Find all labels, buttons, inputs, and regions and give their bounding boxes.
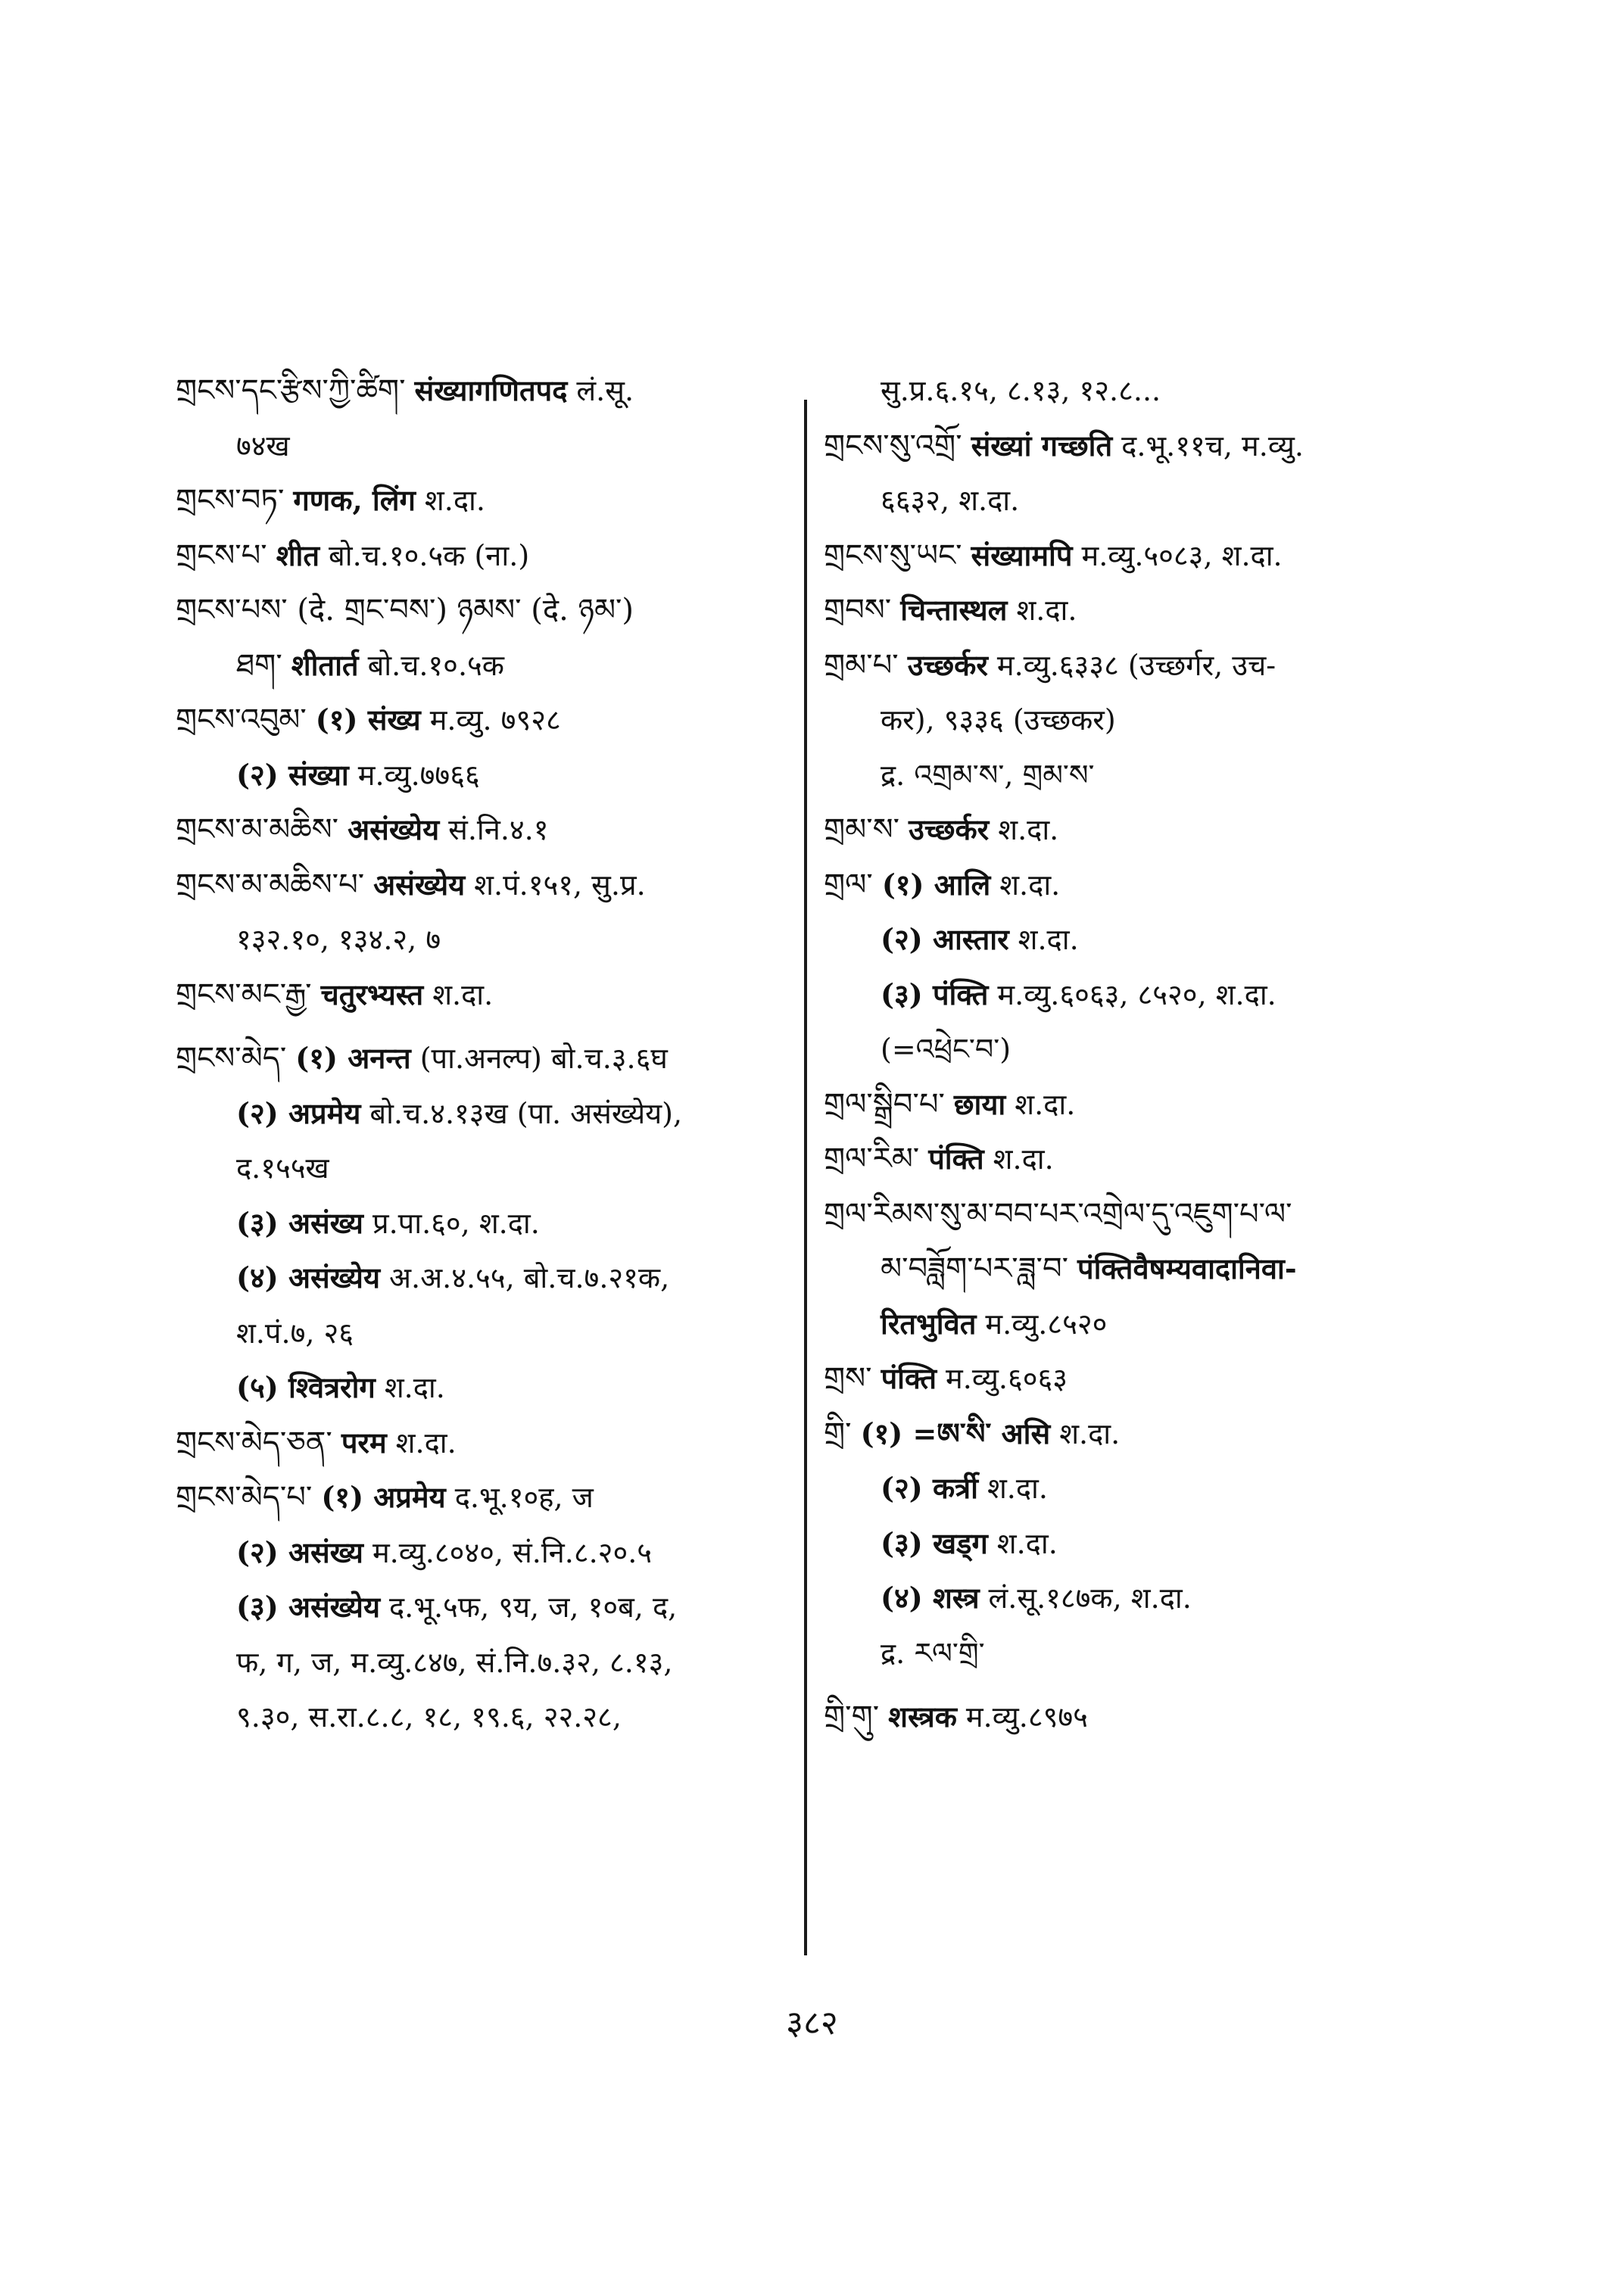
dictionary-line bbox=[176, 1196, 796, 1251]
tibetan-headword: གྲངས་མ་མཆིས་ bbox=[176, 812, 339, 847]
sanskrit-equivalent: चतुरभ्यस्त bbox=[320, 977, 424, 1011]
dictionary-line bbox=[176, 363, 796, 419]
source-reference: द.भू.५फ, ९य, ज, १०ब, द, bbox=[388, 1590, 678, 1624]
dictionary-line bbox=[176, 1690, 796, 1745]
source-reference: लं.सू.१८७क, श.दा. bbox=[988, 1581, 1192, 1615]
dictionary-line bbox=[176, 967, 796, 1023]
sanskrit-equivalent: (१) अनन्त bbox=[295, 1041, 411, 1075]
source-reference: म.व्यु.५०८३, श.दा. bbox=[1081, 538, 1283, 572]
tibetan-headword: གྲས་ bbox=[824, 1361, 872, 1396]
source-reference: ९.३०, स.रा.८.८, १८, १९.६, २२.२८, bbox=[236, 1700, 622, 1734]
source-reference: बो.च.१०.५क bbox=[367, 648, 504, 682]
sanskrit-equivalent: (२) असंख्य bbox=[236, 1534, 363, 1569]
dictionary-line bbox=[176, 1251, 796, 1306]
dictionary-line bbox=[824, 583, 1452, 638]
sanskrit-equivalent: (४) शस्त्र bbox=[881, 1581, 980, 1615]
dictionary-line bbox=[824, 1407, 1452, 1462]
tibetan-headword: གྲངས་པས་ (दे. གྲང་བས་) ཉམས་ (दे. ཉམ་) bbox=[176, 593, 634, 628]
sanskrit-equivalent: असंख्येय bbox=[373, 867, 466, 902]
tibetan-headword: གྲམ་ས་ bbox=[824, 812, 900, 847]
source-reference: श.दा. bbox=[424, 484, 485, 517]
sanskrit-equivalent: (२) कर्त्री bbox=[881, 1471, 978, 1505]
right-column bbox=[824, 363, 1452, 1745]
source-reference: श.पं.१५१, सु.प्र. bbox=[474, 868, 646, 902]
source-reference: श.दा. bbox=[1016, 594, 1077, 627]
dictionary-line bbox=[824, 363, 1452, 419]
sanskrit-equivalent: छाया bbox=[953, 1086, 1006, 1121]
source-reference: द्र. འགྲམ་ས་, གྲམ་ས་ bbox=[881, 758, 1095, 792]
source-reference: म.व्यु.६०६३ bbox=[946, 1362, 1068, 1395]
sanskrit-equivalent: उच्छर्कर bbox=[907, 647, 988, 682]
page-number: ३८२ bbox=[786, 2004, 838, 2042]
sanskrit-equivalent: (२) अप्रमेय bbox=[236, 1095, 361, 1130]
tibetan-headword: གྲལ་རིམས་སུ་མ་བབ་པར་འགྲེལ་དུ་འཇུག་པ་ལ་ bbox=[824, 1196, 1292, 1232]
tibetan-headword: གྲངས་མེད་ bbox=[176, 1041, 287, 1076]
dictionary-line bbox=[824, 912, 1452, 967]
sanskrit-equivalent: पंक्ति bbox=[928, 1142, 984, 1176]
dictionary-line bbox=[824, 1461, 1452, 1516]
dictionary-line bbox=[824, 638, 1452, 693]
sanskrit-equivalent: असंख्येय bbox=[348, 812, 440, 846]
tibetan-headword: གྲབས་ bbox=[824, 593, 892, 628]
dictionary-line bbox=[824, 1297, 1452, 1352]
dictionary-line bbox=[176, 1580, 796, 1635]
source-reference: म.व्यु.७७६६ bbox=[357, 758, 480, 792]
source-reference: म.व्यु. ७९२८ bbox=[429, 703, 561, 737]
sanskrit-equivalent: (१) अप्रमेय bbox=[321, 1480, 446, 1514]
tibetan-headword: གྲལ་སྒྲིབ་པ་ bbox=[824, 1086, 945, 1122]
sanskrit-equivalent: (२) संख्या bbox=[236, 757, 349, 792]
dictionary-line bbox=[824, 967, 1452, 1023]
source-reference: श.पं.७, २६ bbox=[236, 1316, 354, 1350]
sanskrit-equivalent: शीतार्त bbox=[291, 647, 359, 682]
source-reference: श.दा. bbox=[993, 1142, 1054, 1176]
source-reference: श.दा. bbox=[996, 1526, 1058, 1560]
sanskrit-equivalent: (४) असंख्येय bbox=[236, 1260, 380, 1294]
left-column bbox=[176, 363, 796, 1745]
dictionary-line bbox=[176, 638, 796, 693]
dictionary-line bbox=[176, 473, 796, 528]
sanskrit-equivalent: (३) असंख्येय bbox=[236, 1590, 380, 1624]
dictionary-line bbox=[824, 1077, 1452, 1132]
dictionary-line bbox=[824, 1571, 1452, 1626]
source-reference: (=འཕྲེང་བ་) bbox=[881, 1033, 1011, 1066]
source-reference: श.दा. bbox=[384, 1371, 445, 1404]
sanskrit-equivalent: संख्यागणितपद bbox=[414, 373, 568, 407]
sanskrit-equivalent: शस्त्रक bbox=[888, 1699, 957, 1734]
sanskrit-equivalent: (१) संख्य bbox=[315, 703, 421, 737]
source-reference: म.व्यु.८५२० bbox=[985, 1307, 1108, 1341]
tibetan-headword: གྲངས་སུ་ཡང་ bbox=[824, 537, 962, 573]
sanskrit-equivalent: रितभुवित bbox=[881, 1306, 977, 1341]
tibetan-headword: གྲངས་མེད་པ་ bbox=[176, 1480, 313, 1515]
dictionary-line bbox=[824, 1690, 1452, 1745]
dictionary-line bbox=[176, 528, 796, 584]
sanskrit-equivalent: (३) पंक्ति bbox=[881, 977, 989, 1011]
dictionary-line bbox=[824, 858, 1452, 913]
tibetan-headword: གྲངས་འབུམ་ bbox=[176, 703, 307, 737]
sanskrit-equivalent: शीत bbox=[276, 537, 320, 572]
tibetan-headword: གྲལ་རིམ་ bbox=[824, 1142, 920, 1176]
dictionary-line bbox=[824, 1022, 1452, 1077]
dictionary-line bbox=[824, 419, 1452, 474]
tibetan-headword: གྲངས་མ་མཆིས་པ་ bbox=[176, 867, 365, 902]
source-reference: (पा.अनल्प) बो.च.३.६घ bbox=[419, 1042, 668, 1075]
source-reference: द.१५५ख bbox=[236, 1151, 329, 1185]
sanskrit-equivalent: (१) =ཨ་སི་ असि bbox=[860, 1416, 1051, 1450]
dictionary-line bbox=[824, 1242, 1452, 1297]
tibetan-headword: གྲངས་མེད་ཅན་ bbox=[176, 1425, 332, 1460]
dictionary-line bbox=[176, 419, 796, 474]
tibetan-headword: གྲལ་ bbox=[824, 867, 873, 902]
dictionary-line bbox=[176, 583, 796, 638]
source-reference: द.भू.१०ह, ज bbox=[454, 1481, 594, 1514]
sanskrit-equivalent: गणक, लिंग bbox=[293, 483, 416, 517]
source-reference: लं.सू. bbox=[576, 374, 634, 407]
tibetan-headword: ཐག་ bbox=[236, 647, 282, 683]
tibetan-headword: གྲངས་སུ་འགྲོ་ bbox=[824, 428, 962, 463]
source-reference: श.दा. bbox=[1059, 1416, 1121, 1450]
source-reference: प्र.पा.६०, श.दा. bbox=[372, 1206, 540, 1240]
dictionary-line bbox=[176, 1360, 796, 1416]
dictionary-line bbox=[824, 1516, 1452, 1572]
dictionary-line bbox=[176, 1470, 796, 1525]
source-reference: फ, ग, ज, म.व्यु.८४७, सं.नि.७.३२, ८.१३, bbox=[236, 1645, 673, 1679]
source-reference: ६६३२, श.दा. bbox=[881, 484, 1020, 517]
tibetan-headword: གྲངས་དང་རྩིས་ཀྱི་ཚིག་ bbox=[176, 373, 406, 408]
sanskrit-equivalent: (५) श्वित्ररोग bbox=[236, 1370, 376, 1404]
source-reference: सं.नि.४.१ bbox=[448, 813, 549, 846]
tibetan-headword: གྲི་ bbox=[824, 1416, 852, 1451]
dictionary-line bbox=[824, 1351, 1452, 1407]
sanskrit-equivalent: पंक्ति bbox=[881, 1361, 937, 1395]
dictionary-line bbox=[824, 1187, 1452, 1242]
sanskrit-equivalent: (३) खड्ग bbox=[881, 1525, 988, 1560]
source-reference: श.दा. bbox=[999, 868, 1061, 902]
source-reference: ७४ख bbox=[236, 428, 290, 463]
sanskrit-equivalent: परम bbox=[341, 1425, 387, 1460]
source-reference: द.भू.११च, म.व्यु. bbox=[1121, 428, 1304, 463]
source-reference: बो.च.४.१३ख (पा. असंख्येय), bbox=[369, 1096, 683, 1130]
dictionary-line bbox=[176, 1416, 796, 1471]
tibetan-headword: གྲི་གུ་ bbox=[824, 1699, 880, 1734]
source-reference: म.व्यु.८९७५ bbox=[965, 1700, 1088, 1734]
source-reference: अ.अ.४.५५, बो.च.७.२१क, bbox=[388, 1261, 670, 1294]
sanskrit-equivalent: संख्यामपि bbox=[971, 537, 1073, 572]
tibetan-headword: མ་བཟློག་པར་ཟླ་བ་ bbox=[881, 1251, 1068, 1286]
source-reference: १३२.१०, १३४.२, ७ bbox=[236, 923, 441, 956]
dictionary-line bbox=[824, 693, 1452, 748]
source-reference: श.दा. bbox=[998, 813, 1059, 846]
source-reference: श.दा. bbox=[432, 977, 494, 1011]
dictionary-line bbox=[176, 1635, 796, 1690]
source-reference: द्र. རལ་གྲི་ bbox=[881, 1636, 985, 1670]
sanskrit-equivalent: (१) आलि bbox=[881, 867, 991, 902]
dictionary-line bbox=[176, 1031, 796, 1086]
dictionary-line bbox=[824, 473, 1452, 528]
source-reference: कर), ९३३६ (उच्छकर) bbox=[881, 703, 1116, 737]
sanskrit-equivalent: पंक्तिवैषम्यवादानिवा- bbox=[1077, 1251, 1297, 1285]
source-reference: श.दा. bbox=[395, 1425, 457, 1460]
dictionary-line bbox=[176, 748, 796, 803]
source-reference: सु.प्र.६.१५, ८.१३, १२.८... bbox=[881, 374, 1161, 407]
dictionary-line bbox=[824, 528, 1452, 584]
sanskrit-equivalent: (३) असंख्य bbox=[236, 1205, 363, 1240]
dictionary-line bbox=[176, 858, 796, 913]
source-reference: श.दा. bbox=[1018, 923, 1079, 956]
tibetan-headword: གྲངས་པ་ bbox=[176, 537, 267, 573]
dictionary-line bbox=[176, 1141, 796, 1196]
source-reference: म.व्यु.६३३८ (उच्छर्गर, उच- bbox=[996, 648, 1276, 682]
sanskrit-equivalent: संख्यां गच्छति bbox=[971, 428, 1113, 463]
sanskrit-equivalent: उच्छर्कर bbox=[909, 812, 990, 846]
column-divider bbox=[804, 400, 807, 1955]
source-reference: श.दा. bbox=[987, 1472, 1048, 1505]
source-reference: म.व्यु.८०४०, सं.नि.८.२०.५ bbox=[372, 1535, 653, 1569]
sanskrit-equivalent: (२) आस्तार bbox=[881, 922, 1009, 956]
dictionary-line bbox=[824, 748, 1452, 803]
tibetan-headword: གྲངས་བཏ་ bbox=[176, 483, 285, 518]
sanskrit-equivalent: चिन्तास्थल bbox=[900, 593, 1008, 627]
dictionary-line bbox=[176, 693, 796, 748]
source-reference: म.व्यु.६०६३, ८५२०, श.दा. bbox=[997, 977, 1276, 1011]
dictionary-line bbox=[824, 1132, 1452, 1187]
tibetan-headword: གྲམ་པ་ bbox=[824, 647, 899, 683]
tibetan-headword: གྲངས་མང་རྒྱ་ bbox=[176, 977, 312, 1012]
source-reference: बो.च.१०.५क (ना.) bbox=[329, 538, 530, 572]
dictionary-line bbox=[176, 1306, 796, 1361]
dictionary-line bbox=[176, 912, 796, 967]
source-reference: श.दा. bbox=[1015, 1087, 1076, 1121]
dictionary-line bbox=[176, 802, 796, 858]
dictionary-line bbox=[824, 802, 1452, 858]
dictionary-line bbox=[176, 1525, 796, 1581]
dictionary-line bbox=[824, 1626, 1452, 1681]
dictionary-line bbox=[176, 1086, 796, 1142]
